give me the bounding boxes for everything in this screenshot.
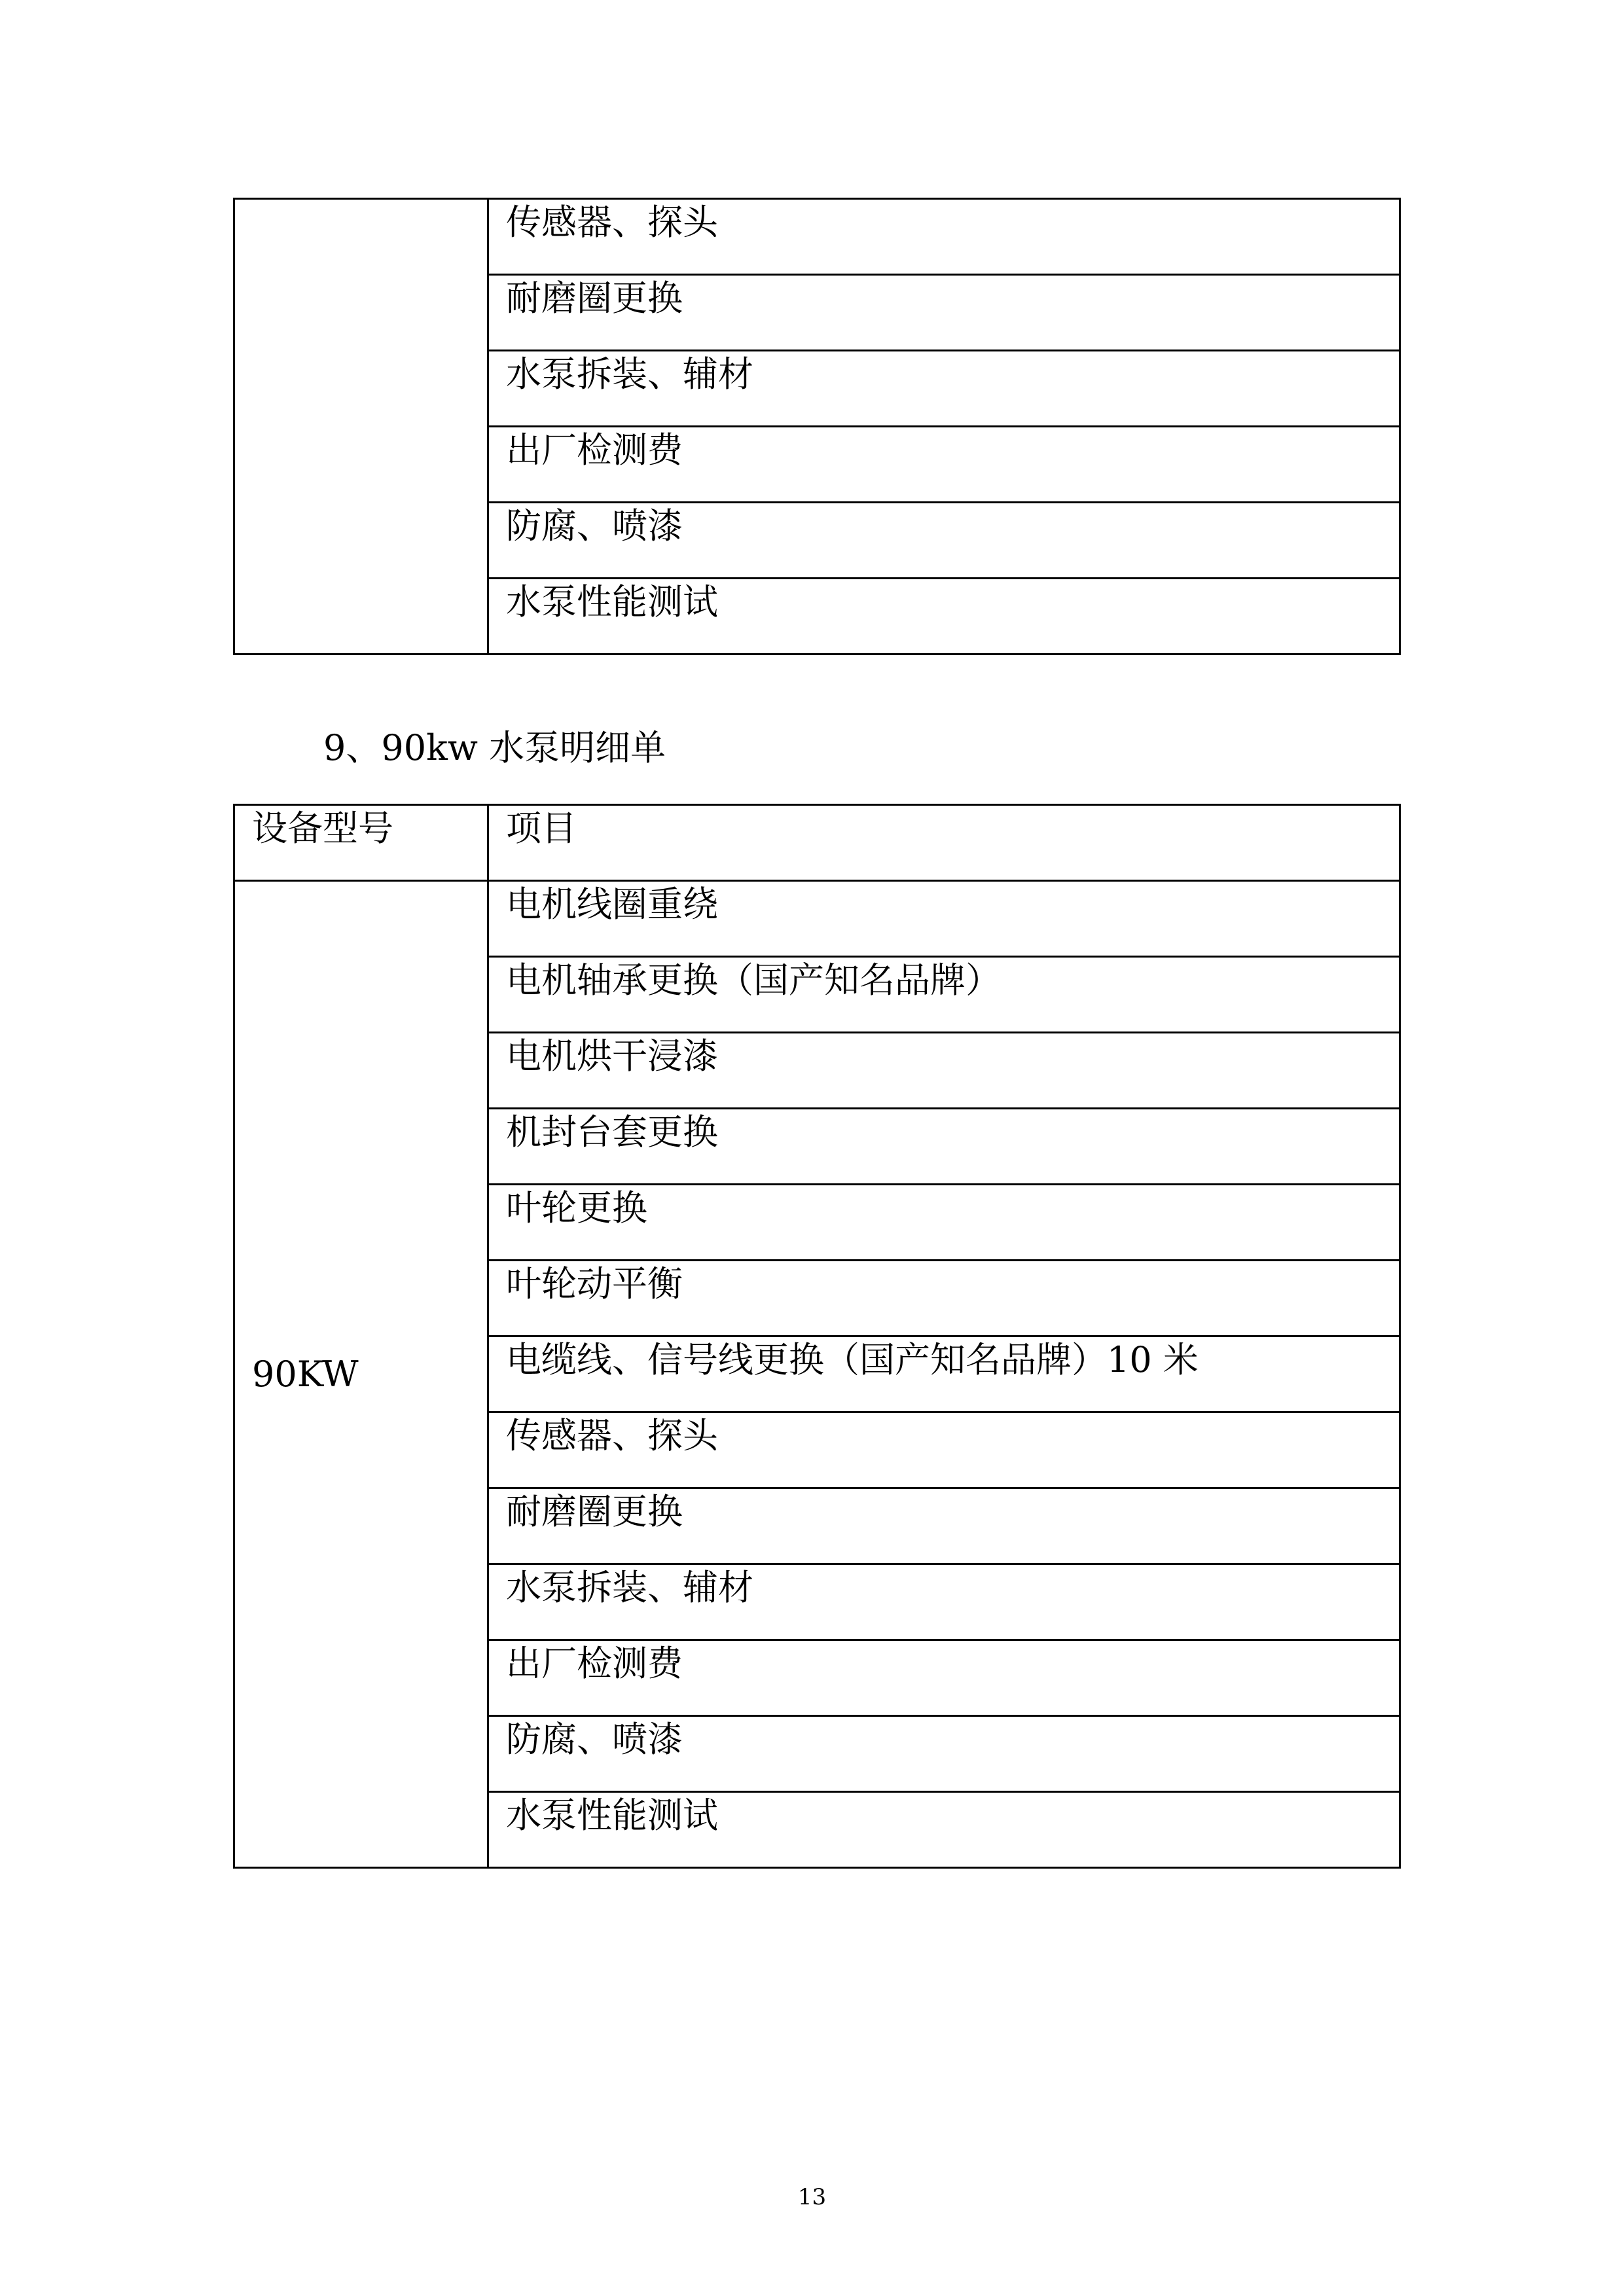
item-cell: 耐磨圈更换 (488, 275, 1400, 351)
item-cell: 水泵性能测试 (488, 1792, 1400, 1868)
item-cell: 水泵拆装、辅材 (488, 1564, 1400, 1640)
item-cell: 电机线圈重绕 (488, 881, 1400, 957)
item-cell: 电缆线、信号线更换（国产知名品牌）10 米 (488, 1336, 1400, 1412)
pump-90kw-detail-table (233, 804, 1401, 1869)
table-row (234, 199, 1400, 275)
item-cell: 电机烘干浸漆 (488, 1033, 1400, 1109)
item-cell: 防腐、喷漆 (488, 503, 1400, 579)
continued-items-table (233, 198, 1401, 655)
table-header-row (234, 805, 1400, 881)
item-cell: 机封台套更换 (488, 1109, 1400, 1185)
item-cell: 传感器、探头 (488, 199, 1400, 275)
item-cell: 传感器、探头 (488, 1412, 1400, 1488)
header-model-cell: 设备型号 (234, 805, 488, 881)
item-cell: 出厂检测费 (488, 427, 1400, 503)
model-cell: 90KW (234, 881, 488, 1868)
item-cell: 耐磨圈更换 (488, 1488, 1400, 1564)
item-cell: 出厂检测费 (488, 1640, 1400, 1716)
item-cell: 电机轴承更换（国产知名品牌） (488, 957, 1400, 1033)
model-cell (234, 199, 488, 655)
item-cell: 叶轮动平衡 (488, 1261, 1400, 1336)
item-cell: 防腐、喷漆 (488, 1716, 1400, 1792)
item-cell: 叶轮更换 (488, 1185, 1400, 1261)
section-heading: 9、90kw 水泵明细单 (323, 727, 666, 768)
header-item-cell: 项目 (488, 805, 1400, 881)
page-number: 13 (797, 2184, 827, 2210)
item-cell: 水泵性能测试 (488, 579, 1400, 655)
table-row (234, 881, 1400, 957)
item-cell: 水泵拆装、辅材 (488, 351, 1400, 427)
